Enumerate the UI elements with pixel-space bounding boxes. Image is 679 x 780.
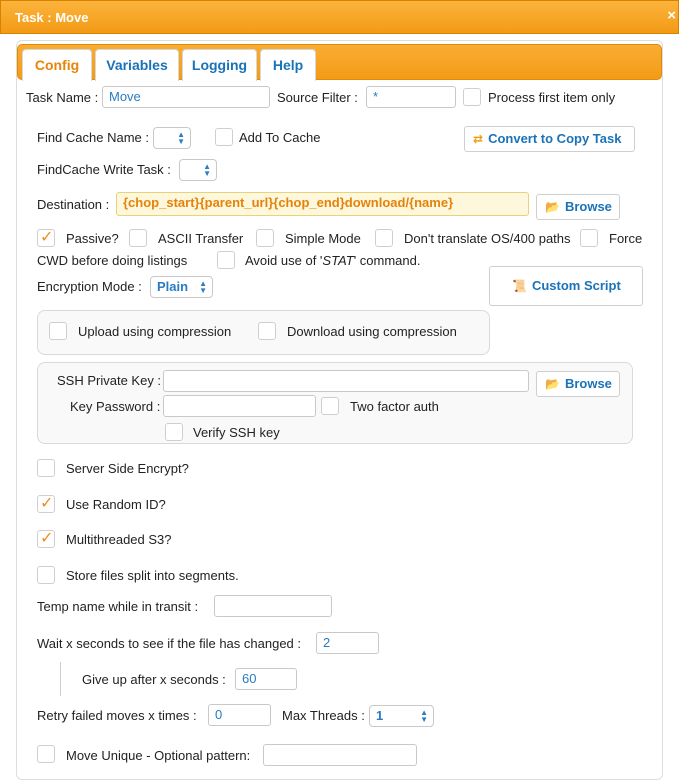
retry-failed-label: Retry failed moves x times :: [37, 708, 197, 723]
force-cwd-label-a: Force: [609, 231, 643, 246]
folder-open-icon: 📂: [545, 377, 560, 391]
two-factor-label: Two factor auth: [350, 399, 439, 414]
avoid-stat-label-em: STAT: [322, 253, 354, 268]
passive-checkbox[interactable]: [37, 229, 55, 247]
check-icon: ✓: [40, 229, 54, 246]
max-threads-value: 1: [376, 708, 384, 723]
retry-failed-input[interactable]: 0: [208, 704, 271, 726]
force-cwd-checkbox[interactable]: [580, 229, 598, 247]
destination-browse-button[interactable]: [536, 194, 620, 220]
upload-compression-label: Upload using compression: [78, 324, 232, 339]
avoid-stat-checkbox[interactable]: [217, 251, 235, 269]
check-icon: ✓: [40, 530, 54, 547]
ascii-transfer-checkbox[interactable]: [129, 229, 147, 247]
avoid-stat-label-a: Avoid use of ': [245, 253, 323, 268]
simple-mode-label: Simple Mode: [285, 231, 361, 246]
tab-config[interactable]: Config: [22, 49, 92, 81]
verify-ssh-checkbox[interactable]: [165, 423, 183, 441]
download-compression-checkbox[interactable]: [258, 322, 276, 340]
task-name-input[interactable]: Move: [102, 86, 270, 108]
move-unique-input[interactable]: [263, 744, 417, 766]
give-up-label: Give up after x seconds :: [82, 672, 226, 687]
tab-variables[interactable]: Variables: [95, 49, 179, 81]
give-up-input[interactable]: 60: [235, 668, 297, 690]
simple-mode-checkbox[interactable]: [256, 229, 274, 247]
check-icon: ✓: [40, 495, 54, 512]
tab-bar: [17, 44, 662, 80]
scroll-icon: 📜: [512, 279, 527, 293]
passive-label: Passive?: [66, 231, 119, 246]
convert-to-copy-button[interactable]: [464, 126, 635, 152]
custom-script-label: Custom Script: [531, 278, 621, 293]
force-cwd-label-b: CWD before doing listings: [37, 253, 188, 268]
server-side-encrypt-label: Server Side Encrypt?: [66, 461, 189, 476]
add-to-cache-label: Add To Cache: [239, 130, 321, 145]
source-filter-input[interactable]: *: [366, 86, 456, 108]
task-name-label: Task Name :: [26, 90, 99, 105]
max-threads-select[interactable]: [369, 705, 434, 727]
key-password-label: Key Password :: [70, 399, 161, 414]
avoid-stat-label-b: ' command.: [353, 253, 421, 268]
ascii-transfer-label: ASCII Transfer: [158, 231, 244, 246]
wait-seconds-input[interactable]: 2: [316, 632, 379, 654]
convert-to-copy-label: Convert to Copy Task: [488, 131, 622, 146]
browse-label: Browse: [564, 199, 612, 214]
dont-translate-checkbox[interactable]: [375, 229, 393, 247]
multithreaded-s3-label: Multithreaded S3?: [66, 532, 172, 547]
browse-label: Browse: [564, 376, 612, 391]
add-to-cache-checkbox[interactable]: [215, 128, 233, 146]
source-filter-label: Source Filter :: [277, 90, 358, 105]
max-threads-label: Max Threads :: [282, 708, 365, 723]
swap-arrows-icon: ⇄: [473, 132, 484, 146]
select-arrows-icon: ▲ ▼: [199, 279, 207, 295]
use-random-id-label: Use Random ID?: [66, 497, 166, 512]
tab-logging[interactable]: Logging: [182, 49, 257, 81]
close-icon[interactable]: ×: [667, 7, 676, 24]
process-first-checkbox[interactable]: [463, 88, 481, 106]
destination-label: Destination :: [37, 197, 110, 212]
dialog-titlebar[interactable]: [0, 0, 679, 34]
temp-name-label: Temp name while in transit :: [37, 599, 199, 614]
find-cache-name-label: Find Cache Name :: [37, 130, 149, 145]
select-arrows-icon: ▲ ▼: [420, 708, 428, 724]
two-factor-checkbox[interactable]: [321, 397, 339, 415]
verify-ssh-label: Verify SSH key: [193, 425, 280, 440]
store-split-label: Store files split into segments.: [66, 568, 239, 583]
destination-input[interactable]: {chop_start}{parent_url}{chop_end}download/{name}: [116, 192, 529, 216]
wait-seconds-label: Wait x seconds to see if the file has changed :: [37, 636, 301, 651]
dont-translate-label: Don't translate OS/400 paths: [404, 231, 571, 246]
store-split-checkbox[interactable]: [37, 566, 55, 584]
encryption-mode-label: Encryption Mode :: [37, 279, 142, 294]
ssh-private-key-input[interactable]: [163, 370, 529, 392]
findcache-write-select[interactable]: [179, 159, 217, 181]
encryption-mode-value: Plain: [157, 279, 189, 294]
ssh-key-browse-button[interactable]: [536, 371, 620, 397]
upload-compression-checkbox[interactable]: [49, 322, 67, 340]
dialog-title: Task : Move: [15, 10, 89, 25]
encryption-mode-select[interactable]: [150, 276, 213, 298]
custom-script-button[interactable]: [489, 266, 643, 306]
select-arrows-icon: ▲ ▼: [203, 162, 211, 178]
select-arrows-icon: ▲ ▼: [177, 130, 185, 146]
folder-open-icon: 📂: [545, 200, 560, 214]
move-unique-label: Move Unique - Optional pattern:: [66, 748, 251, 763]
server-side-encrypt-checkbox[interactable]: [37, 459, 55, 477]
find-cache-name-select[interactable]: [153, 127, 191, 149]
key-password-input[interactable]: [163, 395, 316, 417]
temp-name-input[interactable]: [214, 595, 332, 617]
avoid-stat-label: [245, 253, 421, 268]
download-compression-label: Download using compression: [287, 324, 457, 339]
ssh-private-key-label: SSH Private Key :: [57, 373, 162, 388]
multithreaded-s3-checkbox[interactable]: [37, 530, 55, 548]
findcache-write-label: FindCache Write Task :: [37, 162, 171, 177]
tab-help[interactable]: Help: [260, 49, 316, 81]
indent-divider: [60, 662, 61, 696]
use-random-id-checkbox[interactable]: [37, 495, 55, 513]
move-unique-checkbox[interactable]: [37, 745, 55, 763]
process-first-label: Process first item only: [488, 90, 616, 105]
